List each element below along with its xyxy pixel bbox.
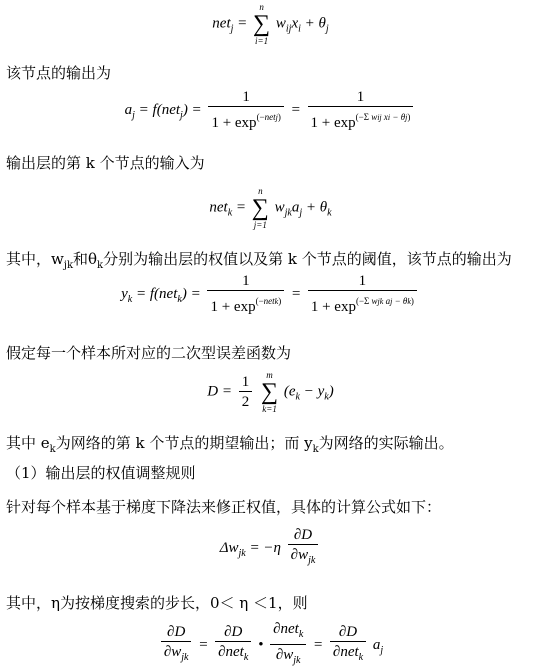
text-step-size: 其中，η为按梯度搜索的步长，0＜ η ＜1，则 <box>6 594 308 612</box>
equation-a-j: $a_j = f(net_j)$ = $\frac{1}{1 + \exp^{(-netj)}}$ = $\frac{1}{1 + \exp^{(-\Sigma wij xi - \theta j)}}$ <box>0 88 541 133</box>
equation-error-d: D = $\frac{1}{2}$ m ∑ k=1 $(e_k - y_k)$ <box>207 370 334 414</box>
text-output-layer-input: 输出层的第 k 个节点的输入为 <box>6 154 205 172</box>
equation-net-k: net$_k$ = n ∑ j=1 $w_{jk}a_j + \theta_k$ <box>209 186 332 230</box>
equation-net-j: net$_j$ = n ∑ i=1 $w_{ij}x_i + \theta_j$ <box>212 2 329 46</box>
text-weights-thresholds: 其中，$w_{jk}$和$\theta_k$分别为输出层的权值以及第 k 个节点的阈值，该节点的输出为 <box>6 250 512 271</box>
section-heading: （1）输出层的权值调整规则 <box>6 464 196 482</box>
equation-chain-rule: $\frac{\partial D}{\partial w_{jk}}$ = $\frac{\partial D}{\partial net_k}$ • $\frac{\partial net_k}{\partial w_{jk}}$ = $\frac{\partial D}{\partial net_k}$ $a_j$ <box>0 620 541 671</box>
text-expected-actual: 其中 $e_k$为网络的第 k 个节点的期望输出；而 $y_k$为网络的实际输出。 <box>6 434 454 455</box>
equation-y-k: $y_k = f(net_k)$ = $\frac{1}{1 + \exp^{(-netk)}}$ = $\frac{1}{1 + \exp^{(-\Sigma wjk aj - \theta k)}}$ <box>0 272 541 317</box>
text-node-output: 该节点的输出为 <box>6 64 112 82</box>
text-error-function: 假定每一个样本所对应的二次型误差函数为 <box>6 344 292 362</box>
equation-delta-w: $\Delta w_{jk} = -\eta$ $\frac{\partial D}{\partial w_{jk}}$ <box>0 526 541 571</box>
text-gradient-descent: 针对每个样本基于梯度下降法来修正权值，具体的计算公式如下： <box>6 498 442 516</box>
